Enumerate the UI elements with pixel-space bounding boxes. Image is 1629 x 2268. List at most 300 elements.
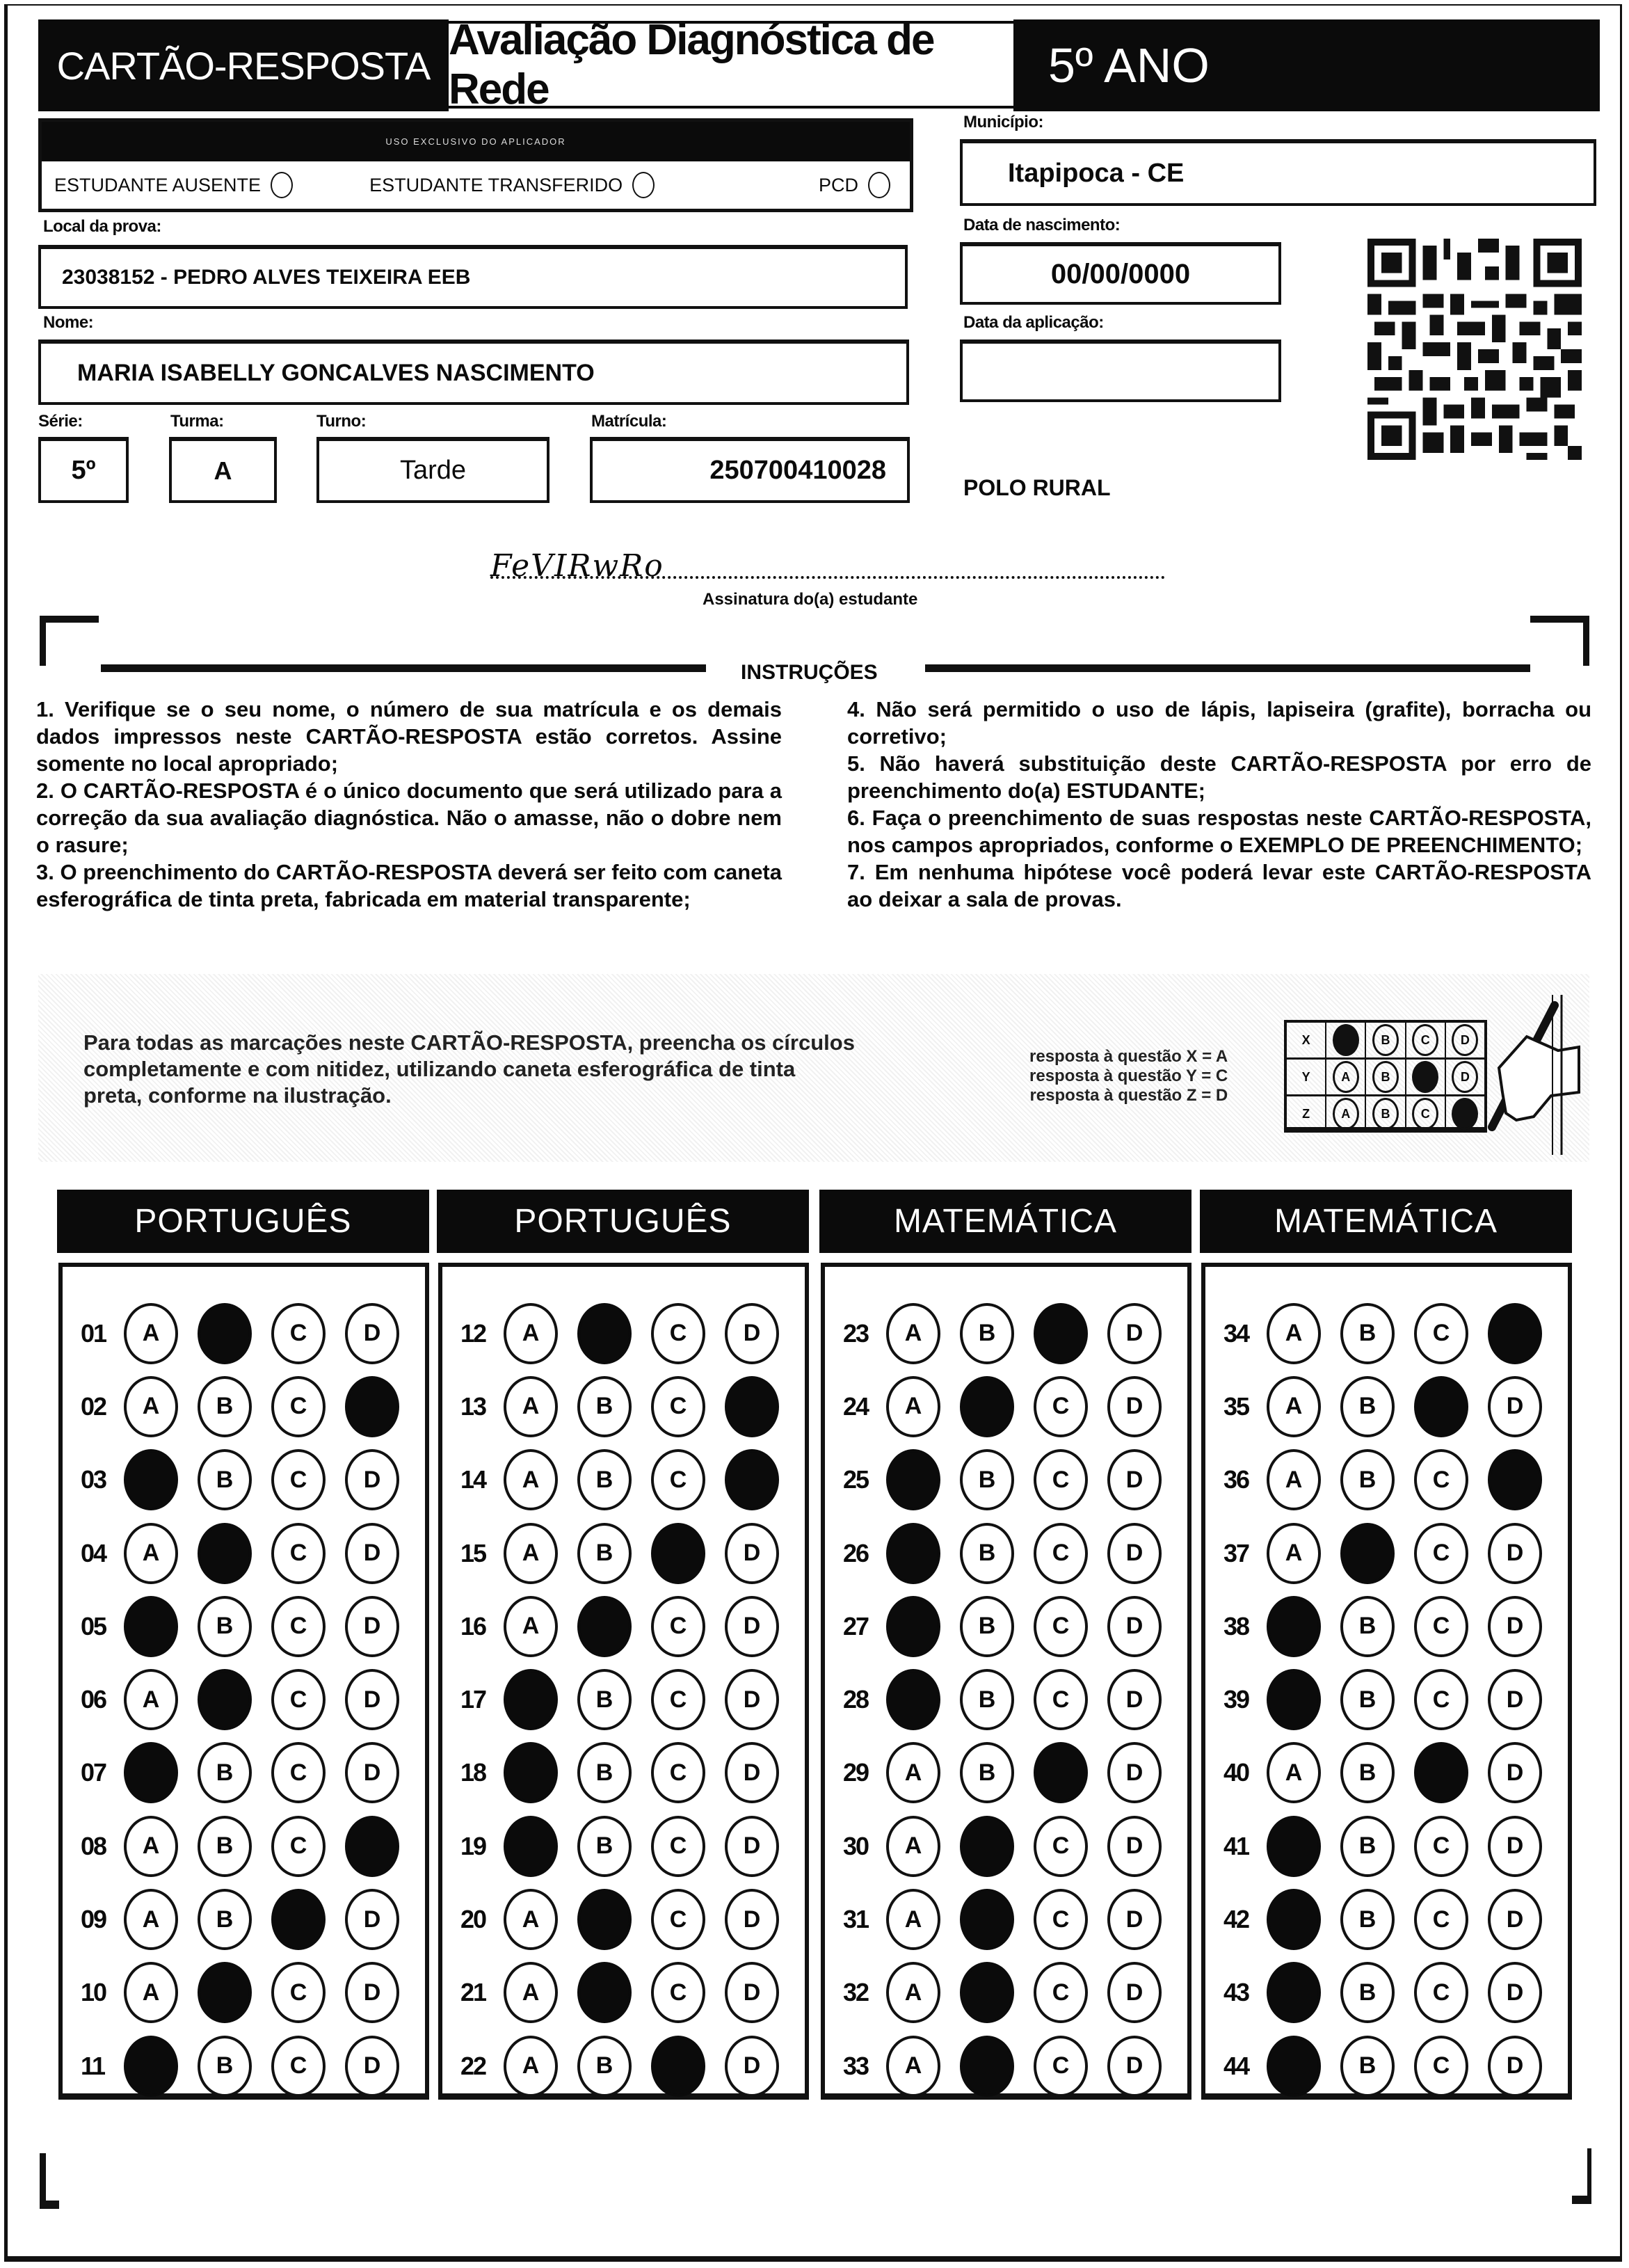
transferred-option[interactable]	[369, 172, 655, 198]
example-row-label: Z	[1287, 1096, 1326, 1131]
corner-mark-top-right	[1583, 616, 1589, 666]
answer-bubble[interactable]: A	[124, 1376, 178, 1437]
answer-bubble[interactable]: B	[198, 2036, 252, 2097]
answer-bubble[interactable]: C	[651, 1596, 705, 1657]
answer-bubble-filled[interactable]	[345, 1376, 399, 1437]
answer-bubble[interactable]: D	[345, 1742, 399, 1803]
answer-bubble[interactable]: C	[271, 2036, 326, 2097]
corner-mark-top-right	[1530, 616, 1589, 623]
answer-bubble[interactable]: B	[577, 1449, 632, 1510]
answer-bubble-filled[interactable]	[504, 1669, 558, 1730]
answer-bubble[interactable]: C	[271, 1449, 326, 1510]
answer-bubble[interactable]: B	[198, 1816, 252, 1877]
answer-bubble[interactable]: A	[886, 1303, 940, 1364]
answer-bubble[interactable]: D	[1107, 1303, 1162, 1364]
nascimento-value: 00/00/0000	[1050, 258, 1191, 289]
qr-code	[1367, 239, 1582, 460]
answer-bubble[interactable]: C	[651, 1449, 705, 1510]
answer-bubble[interactable]: D	[345, 1596, 399, 1657]
pcd-radio[interactable]	[868, 172, 890, 198]
answer-bubble[interactable]: D	[725, 1742, 779, 1803]
answer-bubble[interactable]: C	[1034, 2036, 1088, 2097]
answer-bubble[interactable]: C	[1034, 1889, 1088, 1950]
question-number: 35	[1223, 1391, 1249, 1421]
answer-bubble-filled[interactable]	[1340, 1523, 1395, 1584]
answer-bubble[interactable]: B	[1340, 1889, 1395, 1950]
answer-bubble[interactable]: C	[271, 1962, 326, 2023]
municipio-field	[960, 139, 1596, 206]
question-number: 43	[1223, 1978, 1249, 2007]
question-number: 16	[460, 1611, 486, 1640]
answer-bubble[interactable]: A	[124, 1889, 178, 1950]
answer-bubble[interactable]: C	[1034, 1376, 1088, 1437]
answer-bubble[interactable]: D	[345, 1669, 399, 1730]
question-number: 12	[460, 1318, 486, 1348]
local-field	[38, 245, 908, 309]
answer-bubble[interactable]: A	[886, 1742, 940, 1803]
question-number: 26	[843, 1538, 869, 1567]
serie-label: Série:	[38, 412, 83, 431]
question-number: 24	[843, 1391, 869, 1421]
question-number: 27	[843, 1611, 869, 1640]
answer-bubble[interactable]: D	[1107, 1449, 1162, 1510]
answer-bubble[interactable]: A	[504, 1962, 558, 2023]
question-number: 23	[843, 1318, 869, 1348]
answer-bubble[interactable]: D	[725, 1596, 779, 1657]
answer-bubble[interactable]: B	[577, 1816, 632, 1877]
answer-bubble[interactable]: B	[1340, 1816, 1395, 1877]
answer-bubble[interactable]: C	[651, 1376, 705, 1437]
instruction-item: 3. O preenchimento do CARTÃO-RESPOSTA deverá ser feito com caneta esferográfica de tinta preta, fabricada em material transparente;	[36, 860, 782, 911]
answer-bubble[interactable]: A	[504, 1889, 558, 1950]
answer-bubble[interactable]: B	[1340, 1596, 1395, 1657]
answer-bubble[interactable]: C	[1414, 1596, 1468, 1657]
question-number: 20	[460, 1905, 486, 1934]
answer-bubble[interactable]: C	[271, 1303, 326, 1364]
question-number: 11	[81, 2051, 105, 2080]
answer-bubble[interactable]: A	[886, 1889, 940, 1950]
answer-bubble-filled[interactable]	[1267, 1962, 1321, 2023]
answer-bubble[interactable]: A	[124, 1669, 178, 1730]
nascimento-field	[960, 242, 1281, 305]
answer-bubble-filled[interactable]	[651, 2036, 705, 2097]
answer-bubble[interactable]: D	[1488, 1889, 1542, 1950]
answer-bubble[interactable]: D	[345, 1523, 399, 1584]
question-number: 25	[843, 1465, 869, 1494]
question-number: 18	[460, 1758, 486, 1787]
question-row	[442, 1663, 805, 1736]
answer-bubble[interactable]: B	[577, 1742, 632, 1803]
section-header: MATEMÁTICA	[819, 1190, 1191, 1253]
answer-bubble[interactable]: C	[1034, 1962, 1088, 2023]
answer-bubble[interactable]: B	[198, 1376, 252, 1437]
answer-bubble[interactable]: C	[271, 1376, 326, 1437]
answer-bubble[interactable]: D	[1488, 1523, 1542, 1584]
answer-bubble[interactable]: A	[1267, 1376, 1321, 1437]
answer-bubble-filled[interactable]	[886, 1523, 940, 1584]
grade-title: 5º ANO	[1013, 19, 1600, 111]
matricula-value: 250700410028	[709, 456, 886, 485]
answer-bubble[interactable]: A	[886, 2036, 940, 2097]
answer-bubble[interactable]: C	[1414, 1669, 1468, 1730]
answer-bubble[interactable]: B	[198, 1596, 252, 1657]
answer-bubble[interactable]: C	[1034, 1523, 1088, 1584]
question-row	[442, 1297, 805, 1370]
question-number: 22	[460, 2051, 486, 2080]
question-row	[63, 2029, 425, 2102]
answer-bubble-filled[interactable]	[198, 1303, 252, 1364]
answer-bubble[interactable]: D	[725, 1962, 779, 2023]
question-row	[1205, 2029, 1568, 2102]
example-legend	[1029, 1047, 1228, 1105]
answer-bubble[interactable]: B	[577, 2036, 632, 2097]
question-row	[63, 1370, 425, 1443]
matricula-field	[590, 437, 910, 503]
answer-bubble[interactable]: A	[124, 1303, 178, 1364]
answer-bubble[interactable]: A	[504, 1376, 558, 1437]
applicator-bar: USO EXCLUSIVO DO APLICADOR	[42, 122, 910, 161]
answer-bubble[interactable]: A	[886, 1816, 940, 1877]
exam-title: Avaliação Diagnóstica de Rede	[449, 21, 1013, 109]
local-label: Local da prova:	[43, 217, 161, 236]
example-bubble: C	[1412, 1024, 1438, 1056]
answer-bubble[interactable]: C	[651, 1303, 705, 1364]
answer-bubble-filled[interactable]	[1414, 1376, 1468, 1437]
question-number: 34	[1223, 1318, 1249, 1348]
question-row	[1205, 1810, 1568, 1883]
answer-bubble-filled[interactable]	[124, 1596, 178, 1657]
answer-bubble[interactable]: A	[1267, 1523, 1321, 1584]
answer-bubble[interactable]: A	[124, 1523, 178, 1584]
answer-bubble-filled[interactable]	[886, 1596, 940, 1657]
answer-bubble[interactable]: D	[345, 1449, 399, 1510]
turno-label: Turno:	[316, 412, 367, 431]
answer-bubble-filled[interactable]	[960, 1962, 1014, 2023]
answer-bubble[interactable]: D	[1107, 1962, 1162, 2023]
answer-bubble[interactable]: C	[651, 1889, 705, 1950]
answer-bubble[interactable]: D	[1488, 1669, 1542, 1730]
answer-bubble[interactable]: D	[725, 1889, 779, 1950]
question-row	[63, 1444, 425, 1517]
answer-bubble[interactable]: D	[1107, 1376, 1162, 1437]
question-number: 01	[81, 1318, 106, 1348]
signature-line[interactable]	[490, 576, 1165, 579]
absent-label: ESTUDANTE AUSENTE	[54, 174, 262, 195]
question-number: 03	[81, 1465, 106, 1494]
answer-bubble[interactable]: C	[651, 1816, 705, 1877]
answer-bubble[interactable]: B	[960, 1523, 1014, 1584]
answer-bubble[interactable]: B	[960, 1596, 1014, 1657]
answer-bubble[interactable]: B	[1340, 1376, 1395, 1437]
example-legend-z: resposta à questão Z = D	[1029, 1086, 1228, 1105]
answer-bubble[interactable]: A	[886, 1962, 940, 2023]
question-row	[442, 1590, 805, 1663]
answer-bubble[interactable]: C	[1414, 1889, 1468, 1950]
instruction-item: 6. Faça o preenchimento de suas respostas neste CARTÃO-RESPOSTA, nos campos apropriados, conforme o EXEMPLO DE PREENCHIMENTO;	[847, 806, 1591, 857]
question-row	[1205, 1370, 1568, 1443]
question-row	[825, 1590, 1187, 1663]
answer-bubble[interactable]: D	[1488, 2036, 1542, 2097]
answer-bubble[interactable]: A	[1267, 1742, 1321, 1803]
answer-bubble[interactable]: C	[271, 1523, 326, 1584]
answer-bubble[interactable]: B	[1340, 2036, 1395, 2097]
answer-bubble-filled[interactable]	[1267, 1889, 1321, 1950]
answer-bubble-filled[interactable]	[577, 1962, 632, 2023]
answer-bubble[interactable]: D	[1488, 1742, 1542, 1803]
question-row	[1205, 1297, 1568, 1370]
answer-bubble[interactable]: A	[124, 1816, 178, 1877]
answer-bubble[interactable]: B	[1340, 1742, 1395, 1803]
answer-bubble[interactable]: C	[651, 1669, 705, 1730]
answer-bubble-filled[interactable]	[1267, 1596, 1321, 1657]
question-row	[825, 1736, 1187, 1810]
answer-bubble[interactable]: D	[345, 2036, 399, 2097]
answer-bubble[interactable]: C	[271, 1742, 326, 1803]
corner-mark-bottom-right	[1572, 2196, 1591, 2204]
answer-bubble[interactable]: A	[504, 1303, 558, 1364]
question-number: 09	[81, 1905, 106, 1934]
answer-bubble[interactable]: D	[1488, 1962, 1542, 2023]
answer-bubble[interactable]: D	[1107, 2036, 1162, 2097]
instructions-rule-right	[925, 664, 1530, 672]
answer-bubble[interactable]: B	[577, 1669, 632, 1730]
answer-bubble-filled[interactable]	[124, 1449, 178, 1510]
answer-bubble[interactable]: C	[1034, 1596, 1088, 1657]
instructions-rule-left	[101, 664, 706, 672]
instruction-item: 7. Em nenhuma hipótese você poderá levar este CARTÃO-RESPOSTA ao deixar a sala de provas.	[847, 860, 1591, 911]
question-number: 17	[460, 1685, 486, 1714]
answer-bubble-filled[interactable]	[577, 1889, 632, 1950]
question-row	[442, 1736, 805, 1810]
example-bubble-filled	[1412, 1061, 1438, 1093]
example-bubble: D	[1452, 1024, 1478, 1056]
answer-bubble[interactable]: D	[1488, 1816, 1542, 1877]
question-row	[63, 1297, 425, 1370]
question-number: 13	[460, 1391, 486, 1421]
question-row	[442, 1444, 805, 1517]
answer-bubble[interactable]: C	[271, 1669, 326, 1730]
question-row	[442, 1883, 805, 1956]
answer-bubble[interactable]: A	[504, 1523, 558, 1584]
corner-mark-top-left	[40, 616, 99, 623]
question-number: 02	[81, 1391, 106, 1421]
answer-bubble[interactable]: B	[960, 1449, 1014, 1510]
answer-bubble-filled[interactable]	[1267, 1669, 1321, 1730]
example-bubble: B	[1372, 1024, 1399, 1056]
answer-bubble[interactable]: D	[1107, 1742, 1162, 1803]
question-number: 10	[81, 1978, 106, 2007]
nome-field	[38, 340, 909, 405]
question-number: 15	[460, 1538, 486, 1567]
answer-bubble[interactable]: C	[1414, 2036, 1468, 2097]
answer-bubble-filled[interactable]	[198, 1669, 252, 1730]
answer-bubble[interactable]: D	[1107, 1669, 1162, 1730]
answer-bubble[interactable]: C	[1034, 1816, 1088, 1877]
answer-bubble[interactable]: A	[886, 1376, 940, 1437]
serie-field	[38, 437, 129, 503]
transferred-radio[interactable]	[632, 172, 655, 198]
absent-radio[interactable]	[271, 172, 293, 198]
question-row	[825, 1444, 1187, 1517]
section-header: MATEMÁTICA	[1200, 1190, 1572, 1253]
question-number: 06	[81, 1685, 106, 1714]
answer-bubble[interactable]: C	[651, 1742, 705, 1803]
answer-bubble[interactable]: D	[1488, 1376, 1542, 1437]
question-number: 04	[81, 1538, 106, 1567]
aplicacao-field	[960, 340, 1281, 402]
question-number: 19	[460, 1831, 486, 1860]
answer-bubble-filled[interactable]	[886, 1669, 940, 1730]
answer-bubble[interactable]: C	[271, 1816, 326, 1877]
example-grid	[1284, 1020, 1487, 1133]
question-row	[825, 2029, 1187, 2102]
question-number: 33	[843, 2051, 869, 2080]
turma-value: A	[214, 456, 232, 485]
turno-value: Tarde	[399, 456, 467, 485]
answer-bubble-filled[interactable]	[271, 1889, 326, 1950]
answer-bubble-filled[interactable]	[577, 1303, 632, 1364]
section-header: PORTUGUÊS	[57, 1190, 429, 1253]
answer-bubble-filled[interactable]	[1267, 2036, 1321, 2097]
answer-bubble[interactable]: B	[198, 1449, 252, 1510]
question-number: 08	[81, 1831, 106, 1860]
answer-bubble[interactable]: D	[1488, 1596, 1542, 1657]
answer-bubble-filled[interactable]	[1488, 1449, 1542, 1510]
hand-pen-icon	[1475, 995, 1600, 1155]
corner-mark-bottom-left	[40, 2153, 46, 2207]
instruction-item: 2. O CARTÃO-RESPOSTA é o único documento que será utilizado para a correção da sua avaliação diagnóstica. Não o amasse, não o dobre nem o rasure;	[36, 778, 782, 857]
answer-bubble[interactable]: B	[960, 1669, 1014, 1730]
answer-bubble-filled[interactable]	[960, 1889, 1014, 1950]
answer-bubble-filled[interactable]	[725, 1449, 779, 1510]
answer-bubble[interactable]: B	[1340, 1303, 1395, 1364]
answer-bubble[interactable]: D	[345, 1889, 399, 1950]
answer-bubble[interactable]: D	[725, 1669, 779, 1730]
turma-field	[169, 437, 277, 503]
signature-label: Assinatura do(a) estudante	[703, 590, 918, 609]
answer-bubble-filled[interactable]	[1034, 1303, 1088, 1364]
question-row	[825, 1663, 1187, 1736]
answer-bubble[interactable]: A	[1267, 1303, 1321, 1364]
pcd-option[interactable]	[819, 172, 890, 198]
answer-bubble-filled[interactable]	[1034, 1742, 1088, 1803]
answer-bubble-filled[interactable]	[124, 2036, 178, 2097]
question-number: 38	[1223, 1611, 1249, 1640]
answer-bubble-filled[interactable]	[1267, 1816, 1321, 1877]
question-row	[442, 1810, 805, 1883]
answer-bubble[interactable]: B	[577, 1376, 632, 1437]
nascimento-label: Data de nascimento:	[963, 216, 1121, 234]
answer-bubble-filled[interactable]	[504, 1816, 558, 1877]
answer-bubble[interactable]: D	[725, 2036, 779, 2097]
answer-bubble[interactable]: C	[1034, 1449, 1088, 1510]
question-row	[63, 1517, 425, 1590]
answer-bubble[interactable]: C	[271, 1596, 326, 1657]
answer-bubble[interactable]: B	[577, 1523, 632, 1584]
answer-bubble-filled[interactable]	[345, 1816, 399, 1877]
answer-bubble[interactable]: A	[124, 1962, 178, 2023]
answer-bubble[interactable]: C	[1414, 1523, 1468, 1584]
answer-bubble[interactable]: B	[1340, 1449, 1395, 1510]
example-bubble: B	[1372, 1061, 1399, 1093]
example-legend-x: resposta à questão X = A	[1029, 1047, 1228, 1066]
transferred-label: ESTUDANTE TRANSFERIDO	[369, 174, 623, 195]
example-text: Para todas as marcações neste CARTÃO-RESPOSTA, preencha os círculos completamente e com nitidez, utilizando caneta esferográfica de tinta preta, conforme na ilustração.	[83, 1030, 855, 1108]
answer-bubble-filled[interactable]	[960, 1816, 1014, 1877]
question-row	[1205, 1517, 1568, 1590]
answer-bubble[interactable]: C	[651, 1962, 705, 2023]
example-bubble: D	[1452, 1061, 1478, 1093]
answer-bubble[interactable]: B	[1340, 1669, 1395, 1730]
answer-bubble-filled[interactable]	[124, 1742, 178, 1803]
question-row	[442, 2029, 805, 2102]
answer-bubble[interactable]: B	[960, 1303, 1014, 1364]
question-row	[442, 1517, 805, 1590]
question-row	[825, 1517, 1187, 1590]
answer-bubble[interactable]: B	[198, 1889, 252, 1950]
answer-bubble[interactable]: D	[725, 1523, 779, 1584]
answer-bubble[interactable]: A	[1267, 1449, 1321, 1510]
question-number: 07	[81, 1758, 106, 1787]
answer-bubble[interactable]: D	[345, 1303, 399, 1364]
answer-bubble[interactable]: C	[1414, 1816, 1468, 1877]
answer-bubble[interactable]: D	[725, 1816, 779, 1877]
instruction-item: 5. Não haverá substituição deste CARTÃO-RESPOSTA por erro de preenchimento do(a) ESTUDANTE;	[847, 751, 1591, 803]
pcd-label: PCD	[818, 174, 858, 195]
answer-bubble-filled[interactable]	[960, 1376, 1014, 1437]
answer-bubble[interactable]: B	[1340, 1962, 1395, 2023]
answer-bubble[interactable]: D	[1107, 1523, 1162, 1584]
answer-bubble-filled[interactable]	[1414, 1742, 1468, 1803]
answer-bubble[interactable]: A	[504, 1596, 558, 1657]
answer-bubble[interactable]: C	[1414, 1303, 1468, 1364]
answer-bubble[interactable]: A	[504, 1449, 558, 1510]
question-row	[442, 1956, 805, 2029]
answer-bubble[interactable]: D	[1107, 1889, 1162, 1950]
answer-bubble-filled[interactable]	[725, 1376, 779, 1437]
answer-bubble-filled[interactable]	[504, 1742, 558, 1803]
answer-bubble-filled[interactable]	[1488, 1303, 1542, 1364]
answer-bubble[interactable]: D	[345, 1962, 399, 2023]
example-row-label: Y	[1287, 1060, 1326, 1094]
answer-bubble[interactable]: C	[1414, 1449, 1468, 1510]
example-row-z	[1287, 1096, 1484, 1131]
instruction-item: 4. Não será permitido o uso de lápis, lapiseira (grafite), borracha ou corretivo;	[847, 697, 1591, 749]
answer-bubble-filled[interactable]	[651, 1523, 705, 1584]
section-header: PORTUGUÊS	[437, 1190, 809, 1253]
answer-bubble[interactable]: D	[1107, 1816, 1162, 1877]
answer-bubble-filled[interactable]	[577, 1596, 632, 1657]
answer-bubble[interactable]: B	[198, 1742, 252, 1803]
answer-bubble[interactable]: C	[1414, 1962, 1468, 2023]
question-row	[1205, 1956, 1568, 2029]
answer-bubble[interactable]: D	[1107, 1596, 1162, 1657]
example-bubble: C	[1412, 1098, 1438, 1130]
absent-option[interactable]	[54, 172, 293, 198]
answer-bubble[interactable]: C	[1034, 1669, 1088, 1730]
answer-bubble-filled[interactable]	[886, 1449, 940, 1510]
answer-bubble-filled[interactable]	[198, 1523, 252, 1584]
answer-bubble-filled[interactable]	[960, 2036, 1014, 2097]
corner-mark-bottom-left	[40, 2201, 59, 2209]
answer-bubble[interactable]: A	[504, 2036, 558, 2097]
answer-bubble[interactable]: B	[960, 1742, 1014, 1803]
answer-bubble[interactable]: D	[725, 1303, 779, 1364]
question-row	[442, 1370, 805, 1443]
instructions-title: INSTRUÇÕES	[741, 661, 878, 684]
question-row	[63, 1590, 425, 1663]
answer-bubble-filled[interactable]	[198, 1962, 252, 2023]
